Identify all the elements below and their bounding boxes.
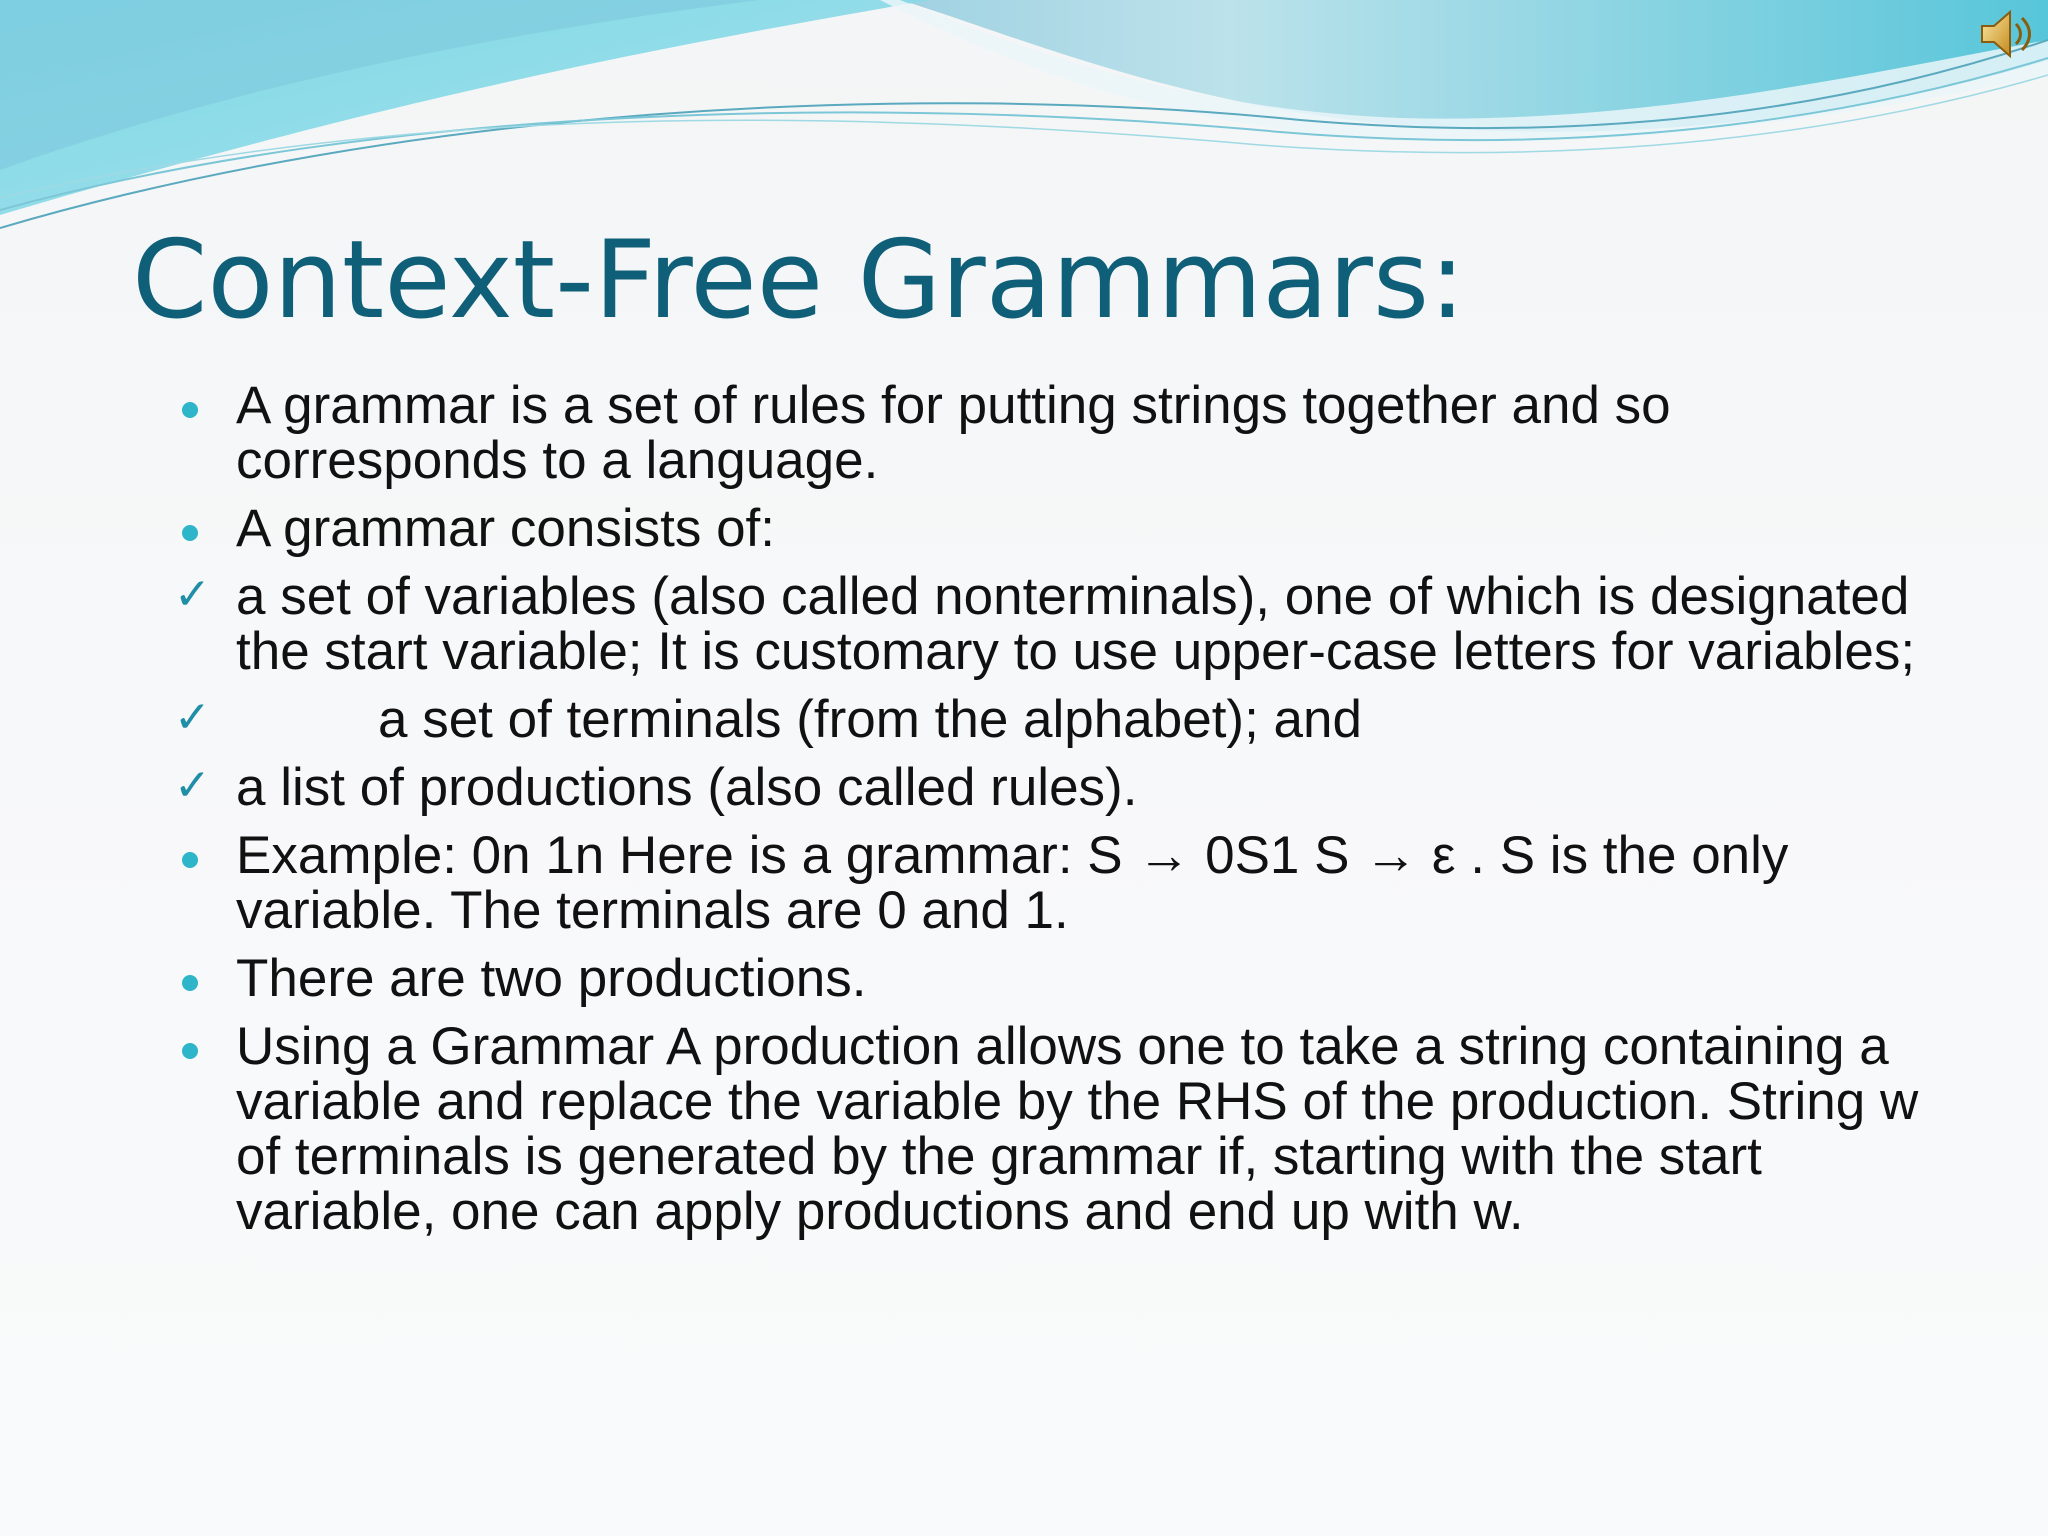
speaker-icon[interactable] xyxy=(1976,6,2038,62)
list-item xyxy=(170,760,1970,815)
bullet-icon xyxy=(182,975,198,991)
bullet-icon xyxy=(182,852,198,868)
bullet-icon xyxy=(182,525,198,541)
list-item xyxy=(170,951,1970,1006)
item-text: A grammar is a set of rules for putting strings together and so corresponds to a language. xyxy=(236,376,1671,490)
list-item xyxy=(170,569,1970,679)
checkmark-icon: ✓ xyxy=(174,569,211,620)
item-text: There are two productions. xyxy=(236,949,867,1008)
bullet-list xyxy=(170,378,1970,1252)
slide-title: Context-Free Grammars: xyxy=(132,218,1466,343)
checkmark-icon: ✓ xyxy=(174,760,211,811)
item-text: Example: 0n 1n Here is a grammar: S → 0S1 S → ε . S is the only variable. The terminals are 0 and 1. xyxy=(236,826,1789,940)
item-text: a set of terminals (from the alphabet); and xyxy=(378,690,1362,749)
item-text: a set of variables (also called nonterminals), one of which is designated the start variable; It is customary to use upper-case letters for variables; xyxy=(236,567,1916,681)
list-item xyxy=(170,378,1970,488)
bullet-icon xyxy=(182,1043,198,1059)
checkmark-icon: ✓ xyxy=(174,692,211,743)
bullet-icon xyxy=(182,402,198,418)
list-item xyxy=(170,828,1970,938)
item-text: a list of productions (also called rules). xyxy=(236,758,1138,817)
item-text: Using a Grammar A production allows one to take a string containing a variable and replace the variable by the RHS of the production. String w of terminals is generated by the grammar if, starting with the start variable, one can apply productions and end up with w. xyxy=(236,1017,1919,1241)
item-text: A grammar consists of: xyxy=(236,499,776,558)
list-item xyxy=(170,501,1970,556)
list-item xyxy=(170,1019,1970,1239)
list-item xyxy=(170,692,1970,747)
